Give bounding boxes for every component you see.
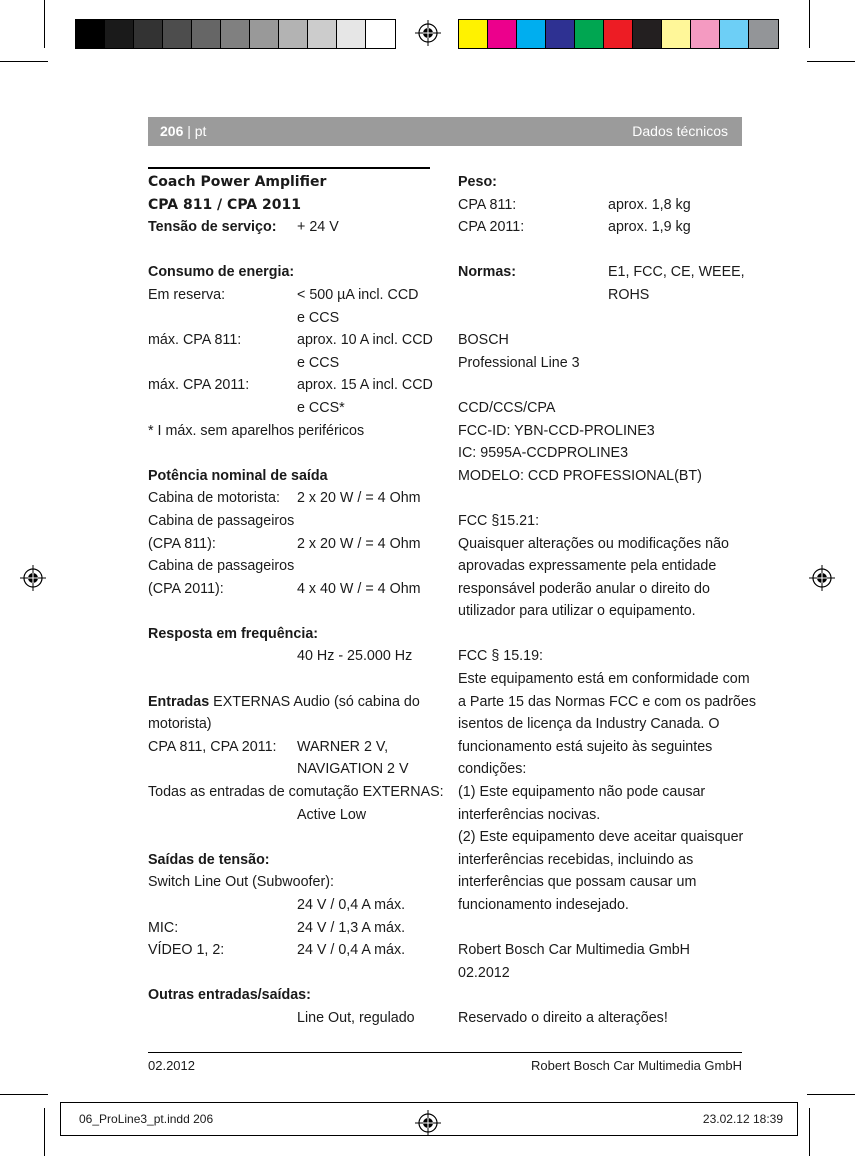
color-swatch — [105, 20, 134, 48]
spec-value: 40 Hz - 25.000 Hz — [297, 648, 413, 665]
page-header-bar — [148, 117, 742, 146]
spec-text: EXTERNAS Audio (só cabina do — [209, 693, 420, 710]
title-rule — [148, 167, 430, 169]
color-swatch — [76, 20, 105, 48]
spec-value: 4 x 40 W / = 4 Ohm — [297, 580, 421, 597]
print-slug — [60, 1102, 798, 1136]
page-number: 206 | pt — [160, 123, 207, 139]
registration-mark-icon — [809, 565, 835, 591]
right-column — [458, 171, 756, 1030]
spec-label: CPA 2011: — [458, 219, 525, 236]
spec-label: Switch Line Out (Subwoofer): — [148, 874, 334, 891]
color-swatch — [604, 20, 633, 48]
spec-value: 24 V / 1,3 A máx. — [297, 919, 406, 936]
fcc-text: isentos de licença da Industry Canada. O — [458, 716, 720, 733]
color-swatch — [517, 20, 546, 48]
grayscale-color-bar — [75, 19, 396, 49]
color-swatch — [134, 20, 163, 48]
color-swatch — [308, 20, 337, 48]
footnote: * I máx. sem aparelhos periféricos — [148, 422, 365, 439]
registration-mark-icon — [20, 565, 46, 591]
spec-text: motorista) — [148, 716, 212, 733]
spec-label: CPA 811: — [458, 196, 517, 213]
spec-label: Cabina de passageiros — [148, 512, 295, 529]
footer-rule — [148, 1052, 742, 1053]
spec-value: Line Out, regulado — [297, 1009, 415, 1026]
spec-paragraph — [148, 691, 438, 714]
color-swatch — [221, 20, 250, 48]
section-title: Dados técnicos — [632, 123, 728, 139]
slug-filename: 06_ProLine3_pt.indd 206 — [79, 1112, 214, 1126]
fcc-text: (2) Este equipamento deve aceitar quaisquer — [458, 829, 744, 846]
process-color-bar — [458, 19, 779, 49]
fcc-text: utilizador para utilizar o equipamento. — [458, 603, 696, 620]
footer-company: Robert Bosch Car Multimedia GmbH — [531, 1058, 742, 1073]
footer-date: 02.2012 — [148, 1058, 195, 1073]
cert-text: FCC-ID: YBN-CCD-PROLINE3 — [458, 422, 655, 439]
spec-label: Tensão de serviço: — [148, 219, 277, 236]
spec-value: aprox. 10 A incl. CCD — [297, 332, 433, 349]
crop-mark — [809, 1108, 810, 1156]
spec-value: NAVIGATION 2 V — [297, 761, 409, 778]
color-swatch — [488, 20, 517, 48]
cert-text: IC: 9595A-CCDPROLINE3 — [458, 445, 629, 462]
color-swatch — [163, 20, 192, 48]
spec-label: (CPA 2011): — [148, 580, 224, 597]
crop-mark — [809, 0, 810, 48]
rights-notice: Reservado o direito a alterações! — [458, 1009, 668, 1026]
crop-mark — [44, 0, 45, 48]
spec-heading: Outras entradas/saídas: — [148, 987, 311, 1004]
fcc-text: a Parte 15 das Normas FCC e com os padrões — [458, 693, 756, 710]
color-swatch — [749, 20, 778, 48]
spec-value: e CCS — [297, 354, 340, 371]
spec-value: Active Low — [297, 806, 367, 823]
spec-value: e CCS* — [297, 399, 345, 416]
spec-heading: Resposta em frequência: — [148, 625, 319, 642]
spec-heading: Consumo de energia: — [148, 264, 295, 281]
spec-heading: Entradas — [148, 693, 210, 710]
cert-text: MODELO: CCD PROFESSIONAL(BT) — [458, 467, 702, 484]
color-swatch — [720, 20, 749, 48]
brand-text: BOSCH — [458, 332, 509, 349]
color-swatch — [633, 20, 662, 48]
spec-heading: Potência nominal de saída — [148, 467, 328, 484]
color-swatch — [337, 20, 366, 48]
product-models: CPA 811 / CPA 2011 — [148, 196, 301, 213]
spec-value: 24 V / 0,4 A máx. — [297, 897, 406, 913]
spec-label: VÍDEO 1, 2: — [148, 942, 225, 959]
spec-value: e CCS — [297, 309, 340, 326]
product-line: Professional Line 3 — [458, 354, 580, 371]
spec-value: WARNER 2 V, — [297, 738, 389, 755]
color-swatch — [459, 20, 488, 48]
spec-value: 2 x 20 W / = 4 Ohm — [297, 490, 421, 507]
spec-value: 2 x 20 W / = 4 Ohm — [297, 535, 421, 552]
crop-mark — [0, 61, 48, 62]
fcc-text: Quaisquer alterações ou modificações não — [458, 535, 730, 552]
color-swatch — [192, 20, 221, 48]
color-swatch — [546, 20, 575, 48]
fcc-text: aprovadas expressamente pela entidade — [458, 558, 717, 575]
fcc-text: interferências que possam causar um — [458, 874, 697, 891]
fcc-text: funcionamento está sujeito às seguintes — [458, 738, 713, 755]
left-column — [148, 171, 444, 1030]
spec-label: Cabina de motorista: — [148, 490, 280, 507]
fcc-heading: FCC § 15.19: — [458, 648, 544, 665]
spec-label: MIC: — [148, 919, 179, 936]
color-swatch — [662, 20, 691, 48]
registration-mark-icon — [415, 20, 441, 46]
spec-value: aprox. 1,9 kg — [608, 219, 691, 236]
fcc-text: Este equipamento está em conformidade com — [458, 671, 750, 688]
spec-label: (CPA 811): — [148, 535, 216, 552]
spec-value: 24 V / 0,4 A máx. — [297, 942, 406, 959]
color-swatch — [691, 20, 720, 48]
fcc-text: (1) Este equipamento não pode causar — [458, 784, 706, 801]
spec-text: Todas as entradas de comutação EXTERNAS: — [148, 784, 444, 801]
color-swatch — [279, 20, 308, 48]
edition-date: 02.2012 — [458, 964, 510, 981]
fcc-text: condições: — [458, 761, 527, 778]
slug-timestamp: 23.02.12 18:39 — [702, 1112, 783, 1126]
spec-label: CPA 811, CPA 2011: — [148, 738, 277, 755]
crop-mark — [0, 1094, 48, 1095]
crop-mark — [807, 1094, 855, 1095]
spec-label: máx. CPA 2011: — [148, 377, 250, 394]
spec-value: + 24 V — [297, 219, 339, 236]
spec-label: Normas: — [458, 264, 516, 281]
spec-heading: Saídas de tensão: — [148, 851, 270, 868]
spec-value: aprox. 1,8 kg — [608, 196, 691, 213]
color-swatch — [250, 20, 279, 48]
color-swatch — [366, 20, 395, 48]
cert-text: CCD/CCS/CPA — [458, 399, 556, 416]
fcc-text: interferências recebidas, incluindo as — [458, 851, 694, 868]
fcc-text: interferências nocivas. — [458, 806, 601, 823]
color-swatch — [575, 20, 604, 48]
spec-label: máx. CPA 811: — [148, 332, 242, 349]
spec-label: Em reserva: — [148, 286, 226, 303]
product-title: Coach Power Amplifier — [148, 174, 327, 190]
spec-label: Cabina de passageiros — [148, 558, 295, 575]
spec-value: < 500 µA incl. CCD — [297, 286, 419, 303]
company-name: Robert Bosch Car Multimedia GmbH — [458, 942, 691, 959]
fcc-heading: FCC §15.21: — [458, 512, 540, 529]
spec-value: aprox. 15 A incl. CCD — [297, 377, 433, 394]
spec-value: E1, FCC, CE, WEEE, — [608, 264, 745, 281]
spec-value: ROHS — [608, 286, 650, 303]
spec-heading: Peso: — [458, 174, 497, 190]
crop-mark — [807, 61, 855, 62]
crop-mark — [44, 1108, 45, 1156]
fcc-text: responsável poderão anular o direito do — [458, 580, 710, 597]
fcc-text: funcionamento indesejado. — [458, 897, 629, 913]
